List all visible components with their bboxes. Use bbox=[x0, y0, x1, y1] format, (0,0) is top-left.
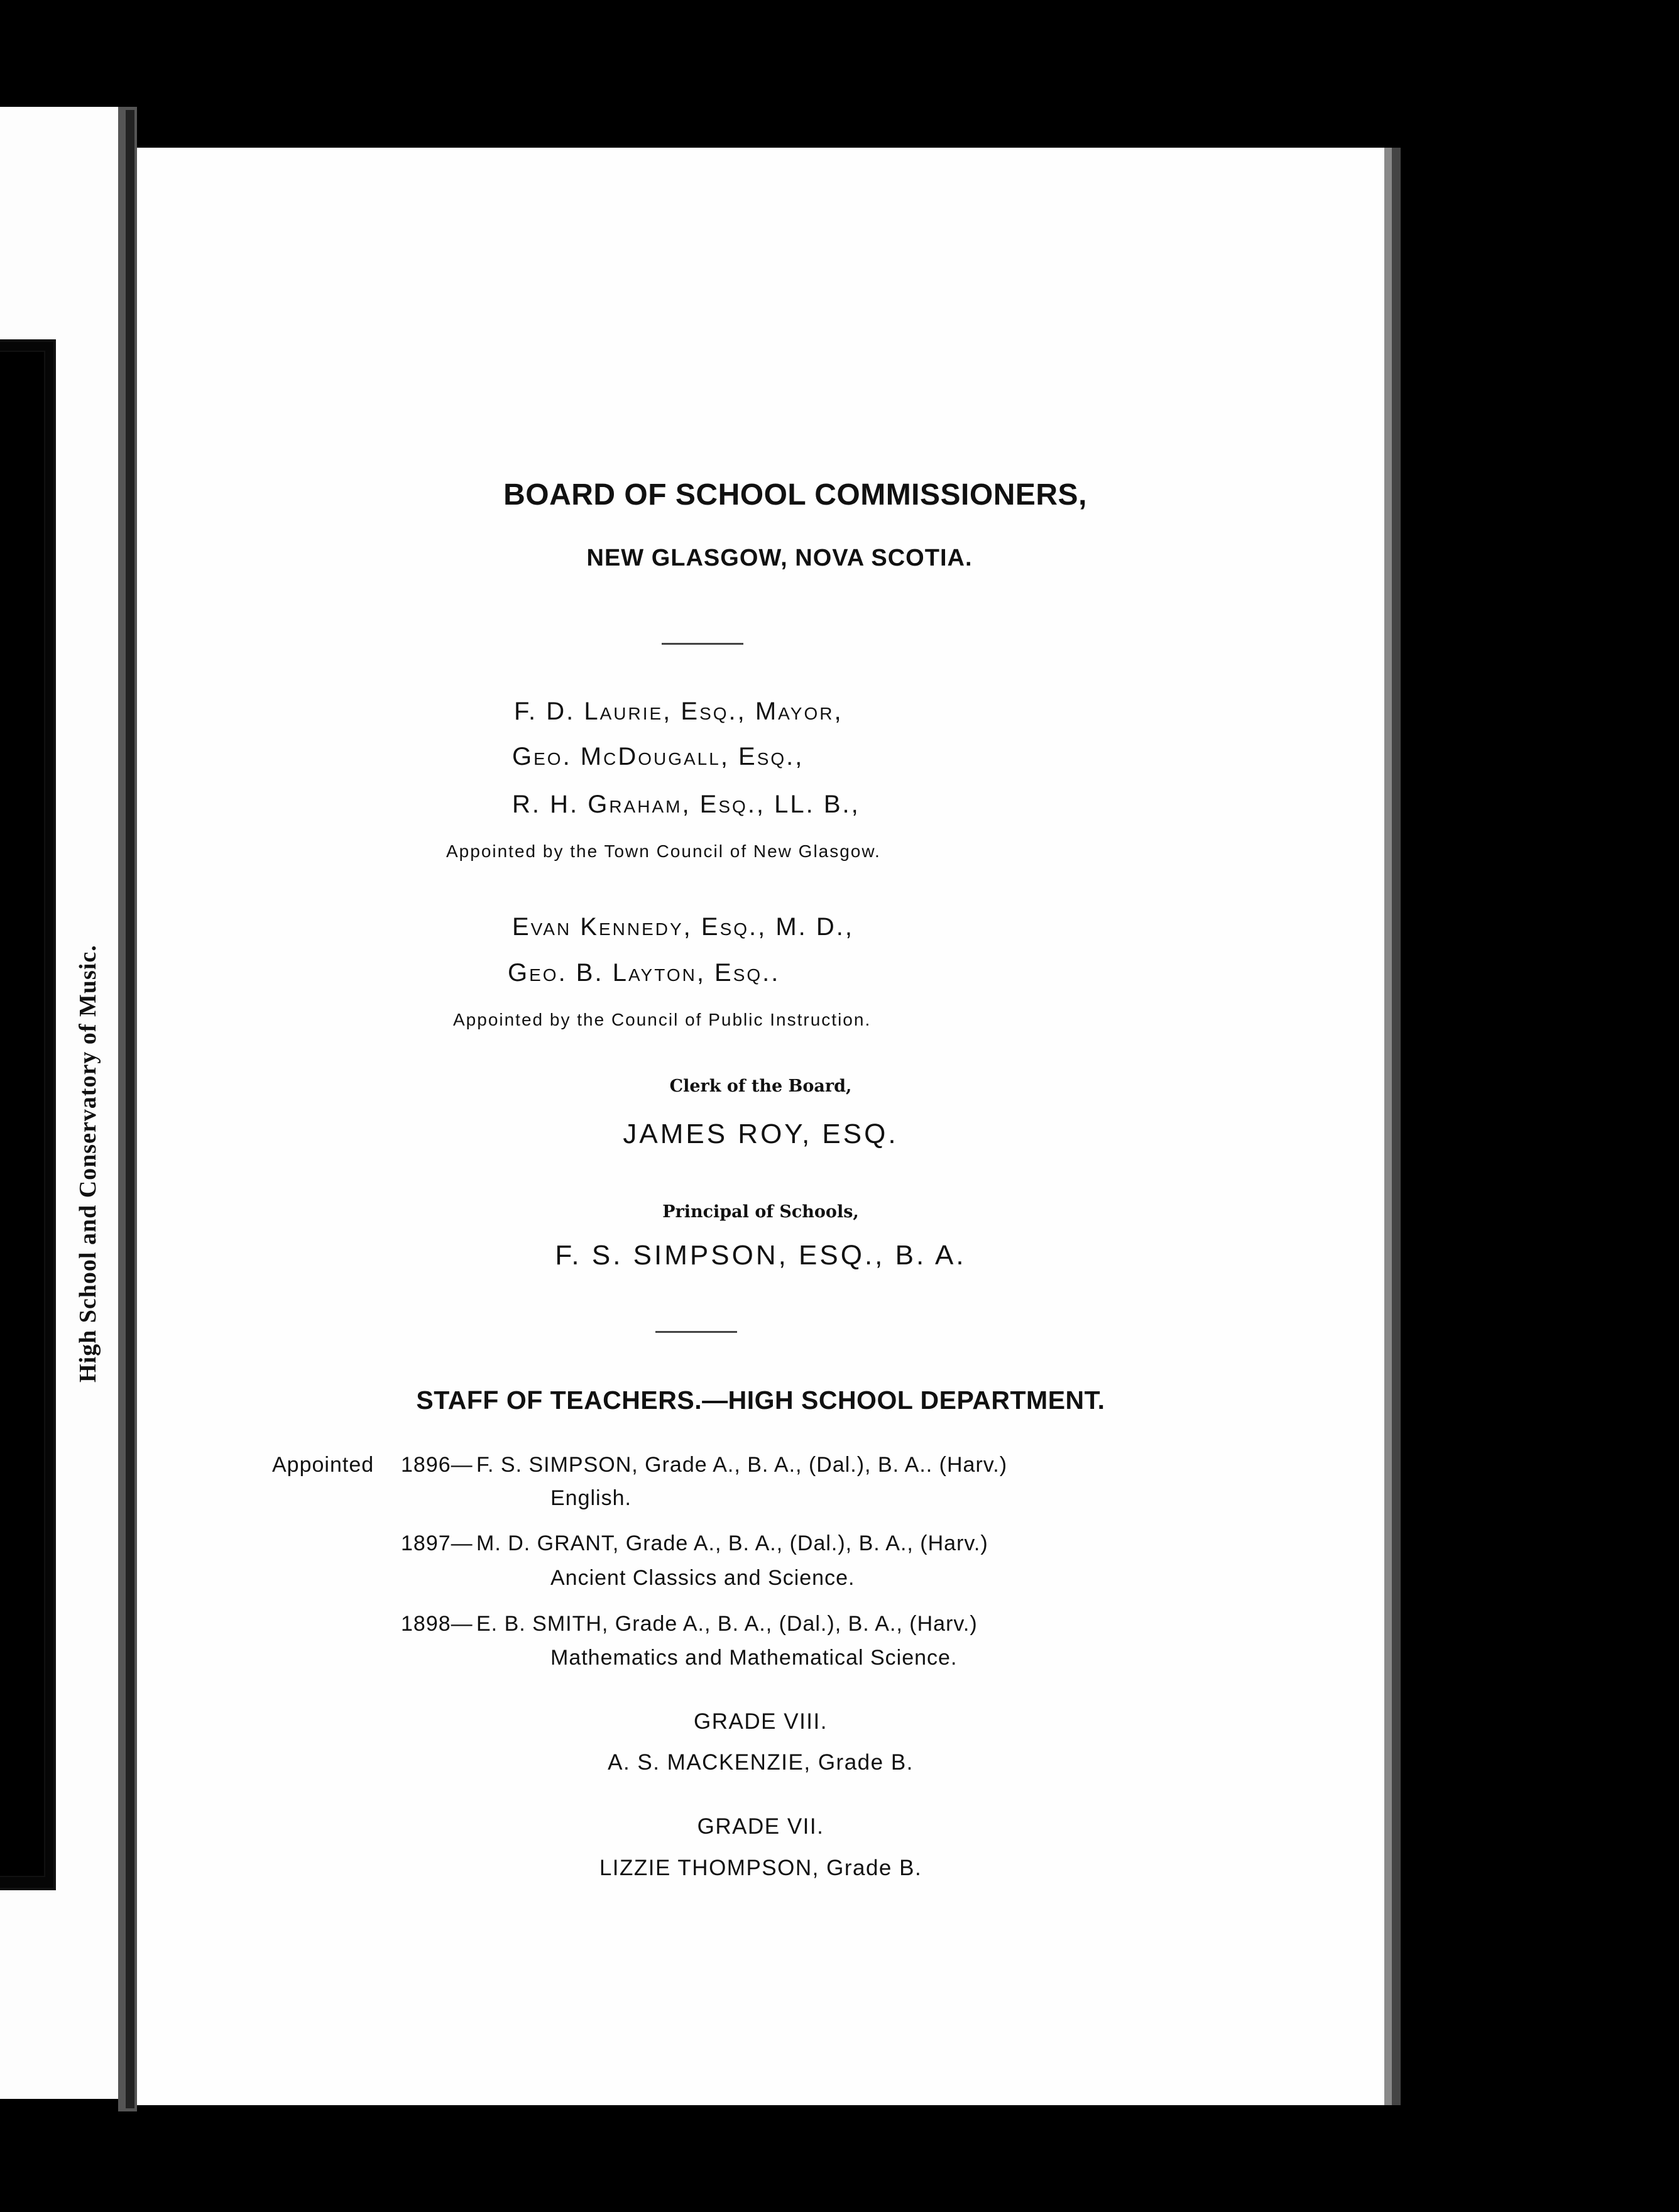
teacher-year: 1898— bbox=[401, 1612, 473, 1636]
clerk-name: JAMES ROY, ESQ. bbox=[623, 1119, 899, 1149]
appointment-note: Appointed by the Town Council of New Glasgow. bbox=[446, 841, 881, 861]
clerk-label: Clerk of the Board, bbox=[669, 1076, 852, 1096]
teacher-year: 1897— bbox=[401, 1531, 473, 1555]
teacher-name: M. D. GRANT, Grade A., B. A., (Dal.), B. A., (Harv.) bbox=[476, 1531, 988, 1555]
grade-label: GRADE VIII. bbox=[694, 1709, 828, 1734]
book-gutter-shadow bbox=[126, 110, 134, 2108]
member-name: F. D. Laurie, Esq., Mayor, bbox=[514, 698, 843, 725]
member-name: Geo. B. Layton, Esq.. bbox=[508, 959, 780, 987]
member-name: Geo. McDougall, Esq., bbox=[512, 743, 804, 770]
board-heading: BOARD OF SCHOOL COMMISSIONERS, bbox=[503, 478, 1087, 512]
teacher-subject: Mathematics and Mathematical Science. bbox=[550, 1646, 958, 1670]
grade-teacher: A. S. MACKENZIE, Grade B. bbox=[608, 1750, 914, 1775]
teacher-subject: English. bbox=[550, 1486, 632, 1510]
appointment-note: Appointed by the Council of Public Instruction. bbox=[453, 1010, 872, 1029]
facing-page-frame bbox=[0, 339, 56, 1890]
divider-rule bbox=[655, 1331, 737, 1333]
teacher-subject: Ancient Classics and Science. bbox=[550, 1566, 855, 1590]
location-subheading: NEW GLASGOW, NOVA SCOTIA. bbox=[586, 545, 973, 571]
document-page bbox=[137, 148, 1384, 2105]
grade-label: GRADE VII. bbox=[697, 1814, 824, 1839]
member-name: R. H. Graham, Esq., LL. B., bbox=[512, 791, 860, 818]
member-name: Evan Kennedy, Esq., M. D., bbox=[512, 913, 855, 941]
divider-rule bbox=[662, 643, 743, 645]
principal-label: Principal of Schools, bbox=[662, 1202, 859, 1222]
teacher-name: F. S. SIMPSON, Grade A., B. A., (Dal.), B. A.. (Harv.) bbox=[476, 1453, 1008, 1477]
spine-title: High School and Conservatory of Music. bbox=[75, 944, 101, 1382]
principal-name: F. S. SIMPSON, ESQ., B. A. bbox=[555, 1240, 966, 1271]
appointed-label: Appointed bbox=[272, 1453, 375, 1477]
teacher-year: 1896— bbox=[401, 1453, 473, 1477]
grade-teacher: LIZZIE THOMPSON, Grade B. bbox=[599, 1856, 922, 1880]
teacher-name: E. B. SMITH, Grade A., B. A., (Dal.), B. A., (Harv.) bbox=[476, 1612, 978, 1636]
facing-page-frame-inner bbox=[0, 351, 45, 1877]
staff-heading: STAFF OF TEACHERS.—HIGH SCHOOL DEPARTMENT. bbox=[416, 1386, 1105, 1415]
